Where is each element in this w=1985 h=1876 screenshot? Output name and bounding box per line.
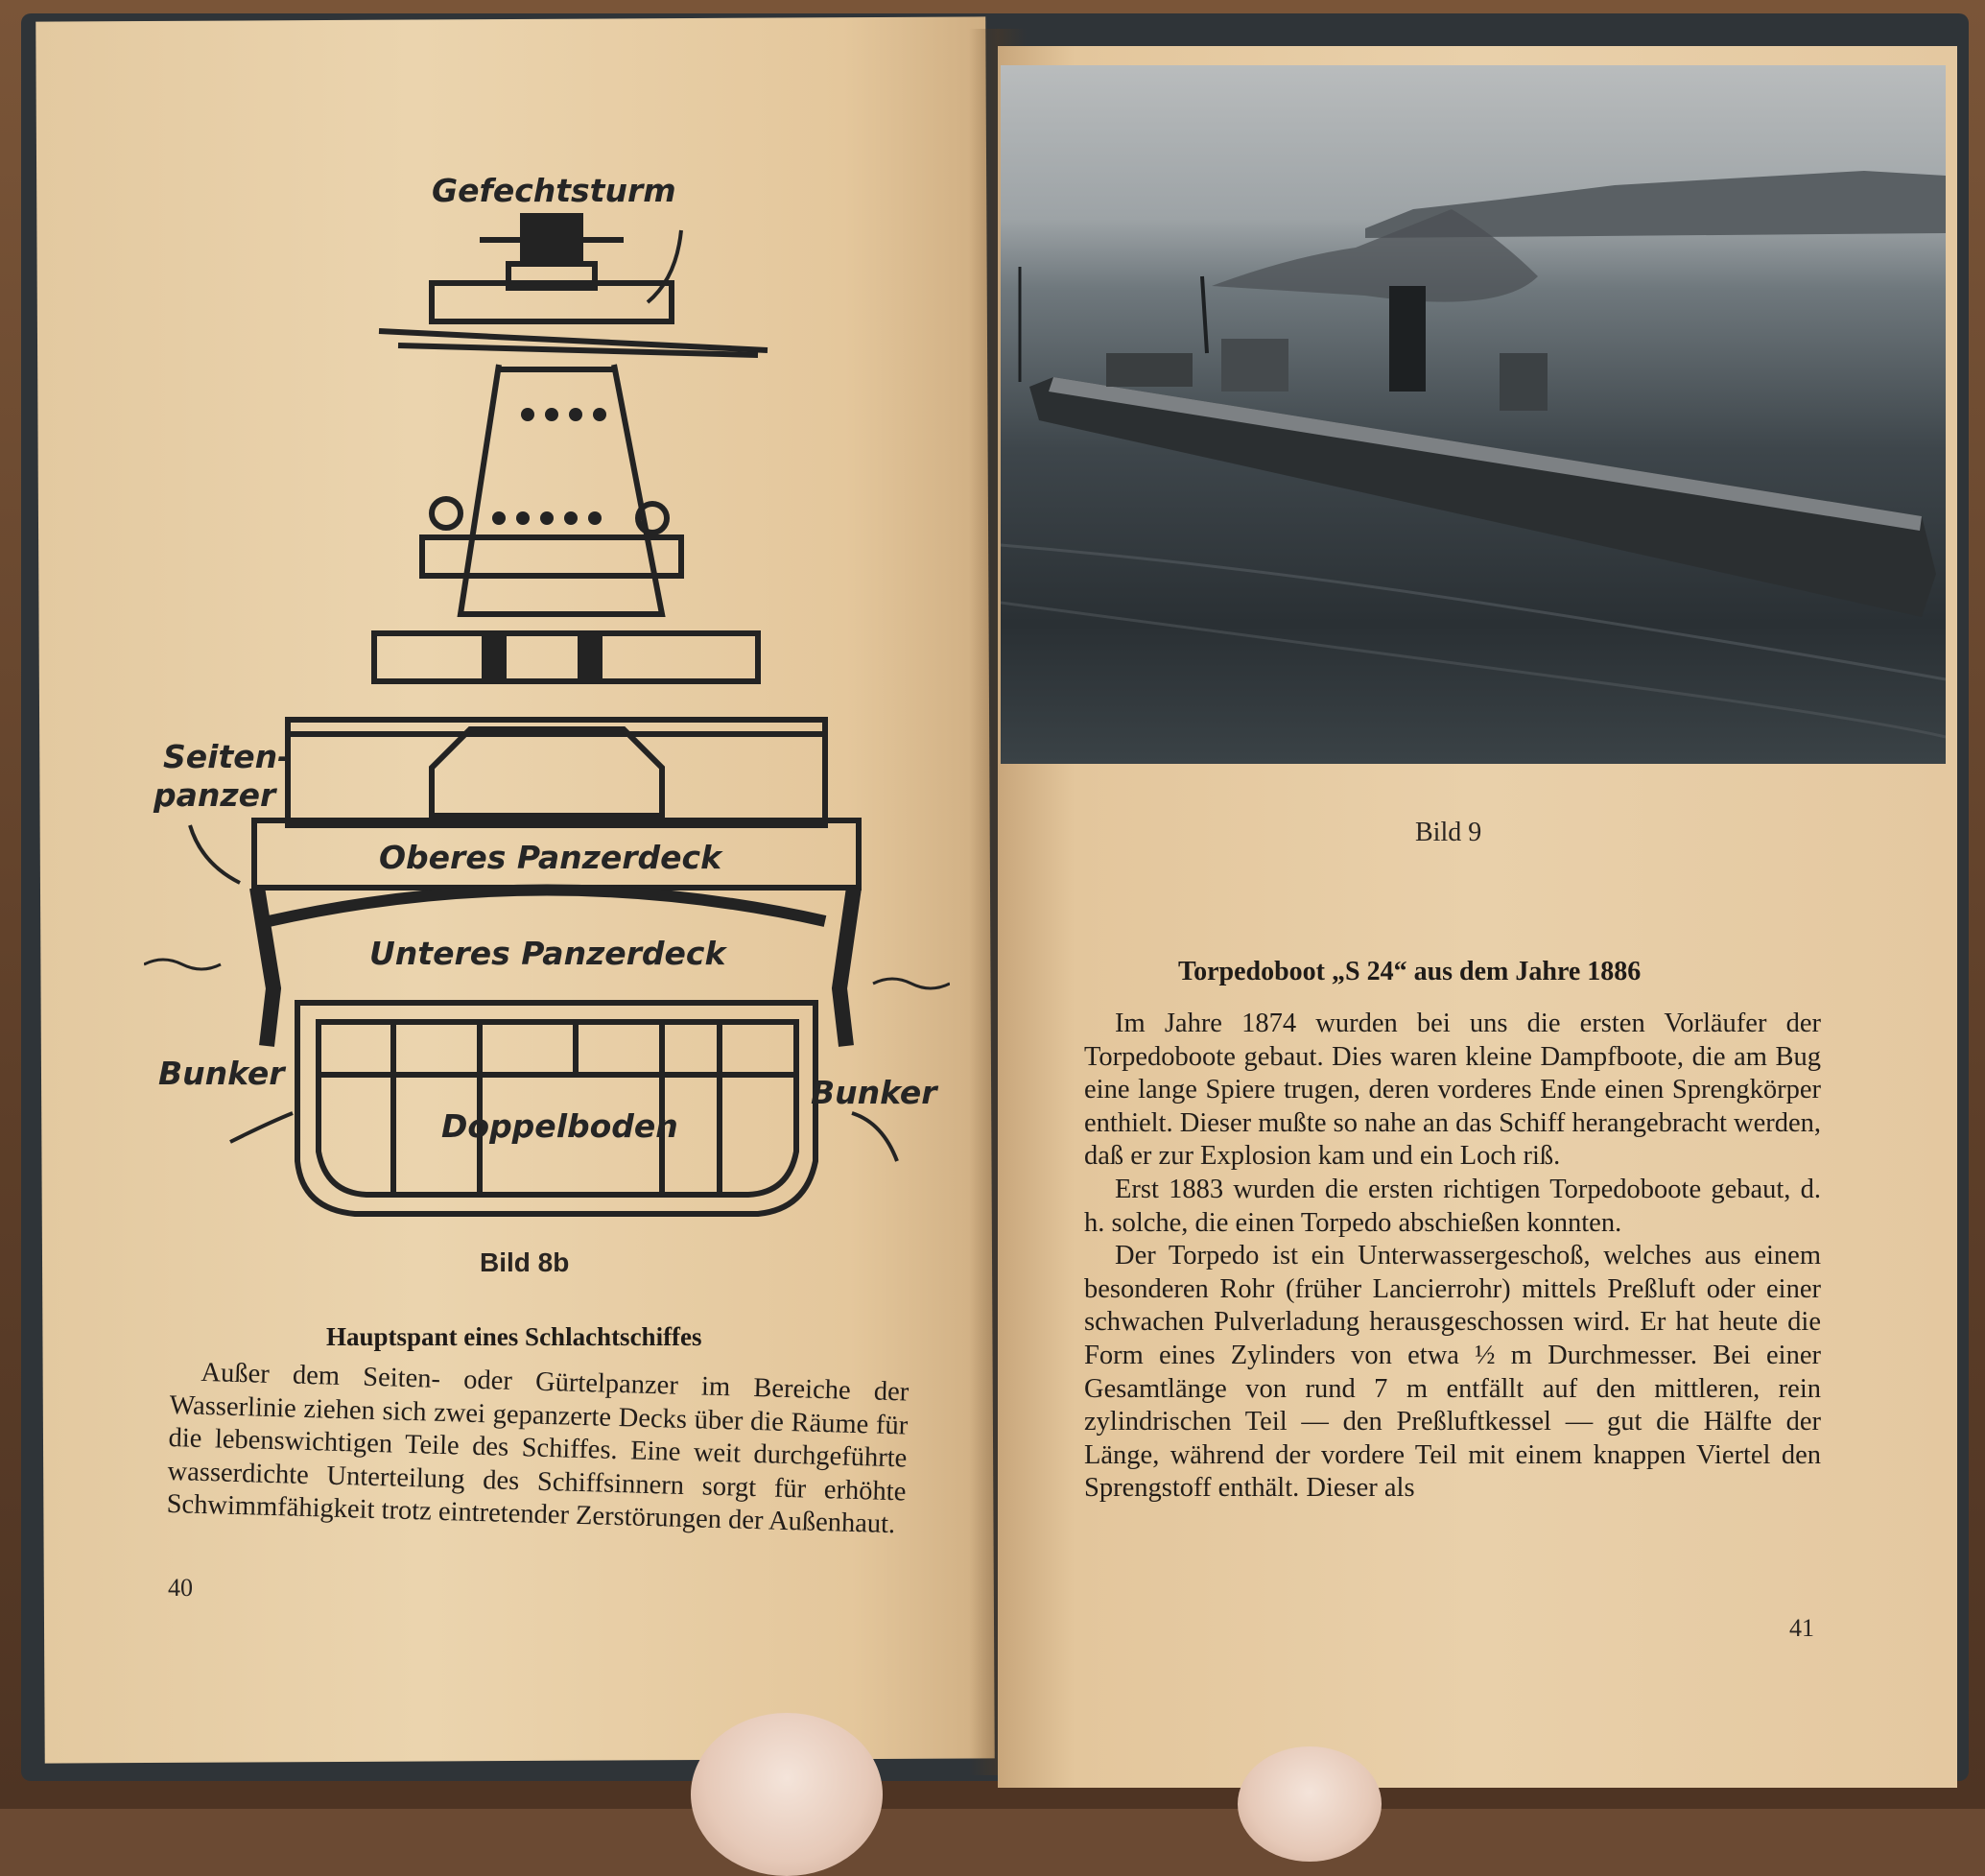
label-seitenpanzer-1: Seiten- xyxy=(163,738,291,775)
page-number-right: 41 xyxy=(1789,1614,1814,1642)
battleship-cross-section-diagram xyxy=(144,154,950,1238)
label-oberes-panzerdeck: Oberes Panzerdeck xyxy=(379,839,722,876)
thumb-left xyxy=(691,1713,883,1876)
right-heading: Torpedoboot „S 24“ aus dem Jahre 1886 xyxy=(1178,957,1642,986)
left-heading: Hauptspant eines Schlachtschiffes xyxy=(326,1322,702,1351)
page-number-left: 40 xyxy=(168,1574,193,1602)
right-paragraph-3: Der Torpedo ist ein Unterwassergeschoß, welches aus einem besonderen Rohr (früher Lancierrohr) mittels Preßluft oder einer schwachen Pulverladung herausgeschossen wird. Er hat heute die Form eines Zylinders von etwa ½ m Durchmesser. Bei einer Gesamtlänge von rund 7 m entfällt auf den mittleren, rein zylindrischen Teil — den Preßluftkessel — gut die Hälfte der Länge, während der vordere Teil mit einem knappen Viertel den Sprengstoff enthält. Dieser als xyxy=(1084,1241,1821,1504)
figure-caption-8b: Bild 8b xyxy=(480,1247,570,1277)
thumb-right xyxy=(1238,1746,1382,1862)
label-bunker-left: Bunker xyxy=(158,1055,285,1092)
left-body-text xyxy=(166,1356,910,1542)
right-body-text xyxy=(1084,1008,1821,1506)
label-seitenpanzer-2: panzer xyxy=(154,776,276,814)
label-gefechtsturm: Gefechtsturm xyxy=(432,172,676,209)
label-bunker-right: Bunker xyxy=(811,1074,937,1111)
label-unteres-panzerdeck: Unteres Panzerdeck xyxy=(369,935,726,972)
label-doppelboden: Doppelboden xyxy=(441,1107,678,1145)
right-paragraph-2: Erst 1883 wurden die ersten richtigen Torpedoboote gebaut, d. h. solche, die einen Torpedo abschießen konnten. xyxy=(1084,1174,1821,1238)
torpedo-boat-photo xyxy=(1001,65,1946,764)
right-paragraph-1: Im Jahre 1874 wurden bei uns die ersten Vorläufer der Torpedoboote gebaut. Dies waren kleine Dampfboote, die am Bug eine lange Spiere trugen, deren vorderes Ende einen Sprengkörper enthielt. Dieser mußte so nahe an das Schiff herangebracht werden, daß er zur Explosion kam und ein Loch riß. xyxy=(1084,1009,1821,1172)
left-paragraph: Außer dem Seiten- oder Gürtelpanzer im Bereiche der Wasserlinie ziehen sich zwei gepanzerte Decks über die Räume für die lebenswichtigen Teile des Schiffes. Eine weit durchgeführte wasserdichte Unterteilung des Schiffsinnern sorgt für erhöhte Schwimmfähigkeit trotz eintretender Zerstörungen der Außenhaut. xyxy=(166,1357,910,1540)
figure-caption-9: Bild 9 xyxy=(1415,818,1482,847)
